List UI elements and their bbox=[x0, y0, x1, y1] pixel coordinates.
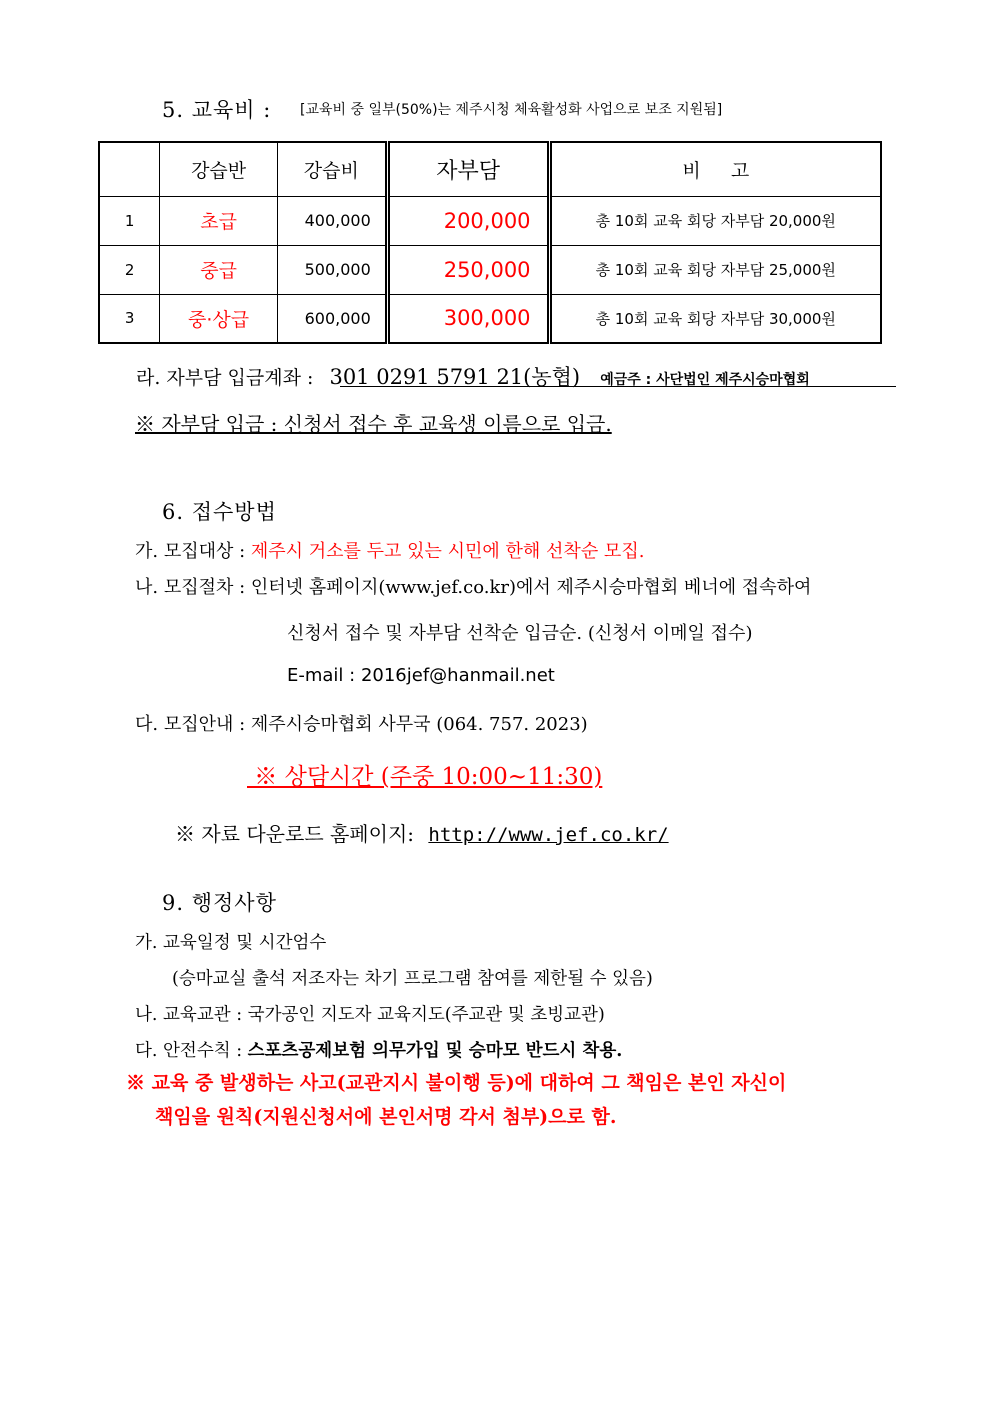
table-row bbox=[99, 245, 881, 294]
row-fee: 400,000 bbox=[277, 196, 387, 245]
row-self-pay: 200,000 bbox=[387, 196, 549, 245]
recruit-target bbox=[135, 537, 644, 563]
download-line bbox=[175, 818, 669, 847]
row-fee: 600,000 bbox=[277, 294, 387, 343]
row-no: 1 bbox=[99, 196, 160, 245]
row-class: 중·상급 bbox=[160, 294, 278, 343]
header-note: 비 고 bbox=[549, 142, 881, 196]
table-row bbox=[99, 196, 881, 245]
row-no: 3 bbox=[99, 294, 160, 343]
recruit-procedure-cont: 신청서 접수 및 자부담 선착순 입금순. (신청서 이메일 접수) bbox=[287, 623, 753, 644]
deposit-note: ※ 자부담 입금 : 신청서 접수 후 교육생 이름으로 입금. bbox=[135, 412, 612, 436]
account-holder: 예금주 : 사단법인 제주시승마협회 bbox=[600, 372, 810, 388]
admin-schedule: 가. 교육일정 및 시간엄수 bbox=[135, 933, 327, 953]
admin-instructors: 나. 교육교관 : 국가공인 지도자 교육지도(주교관 및 초빙교관) bbox=[135, 1005, 605, 1025]
header-no bbox=[99, 142, 160, 196]
fee-table bbox=[98, 141, 882, 344]
account-label: 라. 자부담 입금계좌 : bbox=[136, 367, 314, 389]
recruit-target-text: 제주시 거소를 두고 있는 시민에 한해 선착순 모집. bbox=[245, 541, 645, 562]
download-link[interactable]: http://www.jef.co.kr/ bbox=[428, 824, 669, 846]
admin-safety-text: 스포츠공제보험 의무가입 및 승마모 반드시 착용. bbox=[247, 1041, 623, 1061]
recruit-contact: 다. 모집안내 : 제주시승마협회 사무국 (064. 757. 2023) bbox=[135, 714, 588, 735]
header-self-pay: 자부담 bbox=[387, 142, 549, 196]
download-label: ※ 자료 다운로드 홈페이지: bbox=[175, 822, 415, 846]
fee-table-header-row bbox=[99, 142, 881, 196]
admin-schedule-note: (승마교실 출석 저조자는 차기 프로그램 참여를 제한될 수 있음) bbox=[172, 969, 653, 989]
table-row bbox=[99, 294, 881, 343]
row-self-pay: 300,000 bbox=[387, 294, 549, 343]
consult-hours: ※ 상담시간 (주중 10:00~11:30) bbox=[247, 764, 603, 790]
recruit-procedure: 나. 모집절차 : 인터넷 홈페이지(www.jef.co.kr)에서 제주시승마협회 베너에 접속하여 bbox=[135, 577, 812, 598]
row-self-pay: 250,000 bbox=[387, 245, 549, 294]
row-note: 총 10회 교육 회당 자부담 30,000원 bbox=[549, 294, 881, 343]
row-note: 총 10회 교육 회당 자부담 20,000원 bbox=[549, 196, 881, 245]
header-fee: 강습비 bbox=[277, 142, 387, 196]
account-number: 301 0291 5791 21(농협) bbox=[329, 365, 581, 389]
liability-warning-cont: 책임을 원칙(지원신청서에 본인서명 각서 첨부)으로 함. bbox=[155, 1106, 617, 1128]
row-no: 2 bbox=[99, 245, 160, 294]
account-underline bbox=[340, 386, 896, 387]
admin-safety bbox=[135, 1037, 622, 1062]
admin-safety-label: 다. 안전수칙 : bbox=[135, 1041, 248, 1061]
section-9-title: 9. 행정사항 bbox=[162, 891, 277, 915]
header-class: 강습반 bbox=[160, 142, 278, 196]
section-5-title: 5. 교육비 : bbox=[162, 98, 272, 122]
row-fee: 500,000 bbox=[277, 245, 387, 294]
recruit-target-label: 가. 모집대상 : bbox=[135, 541, 246, 562]
row-note: 총 10회 교육 회당 자부담 25,000원 bbox=[549, 245, 881, 294]
section-5-note: [교육비 중 일부(50%)는 제주시청 체육활성화 사업으로 보조 지원됨] bbox=[300, 102, 723, 118]
row-class: 중급 bbox=[160, 245, 278, 294]
liability-warning: ※ 교육 중 발생하는 사고(교관지시 불이행 등)에 대하여 그 책임은 본인 자신이 bbox=[126, 1072, 787, 1094]
row-class: 초급 bbox=[160, 196, 278, 245]
email-address: E-mail : 2016jef@hanmail.net bbox=[287, 665, 555, 686]
section-6-title: 6. 접수방법 bbox=[162, 500, 277, 524]
